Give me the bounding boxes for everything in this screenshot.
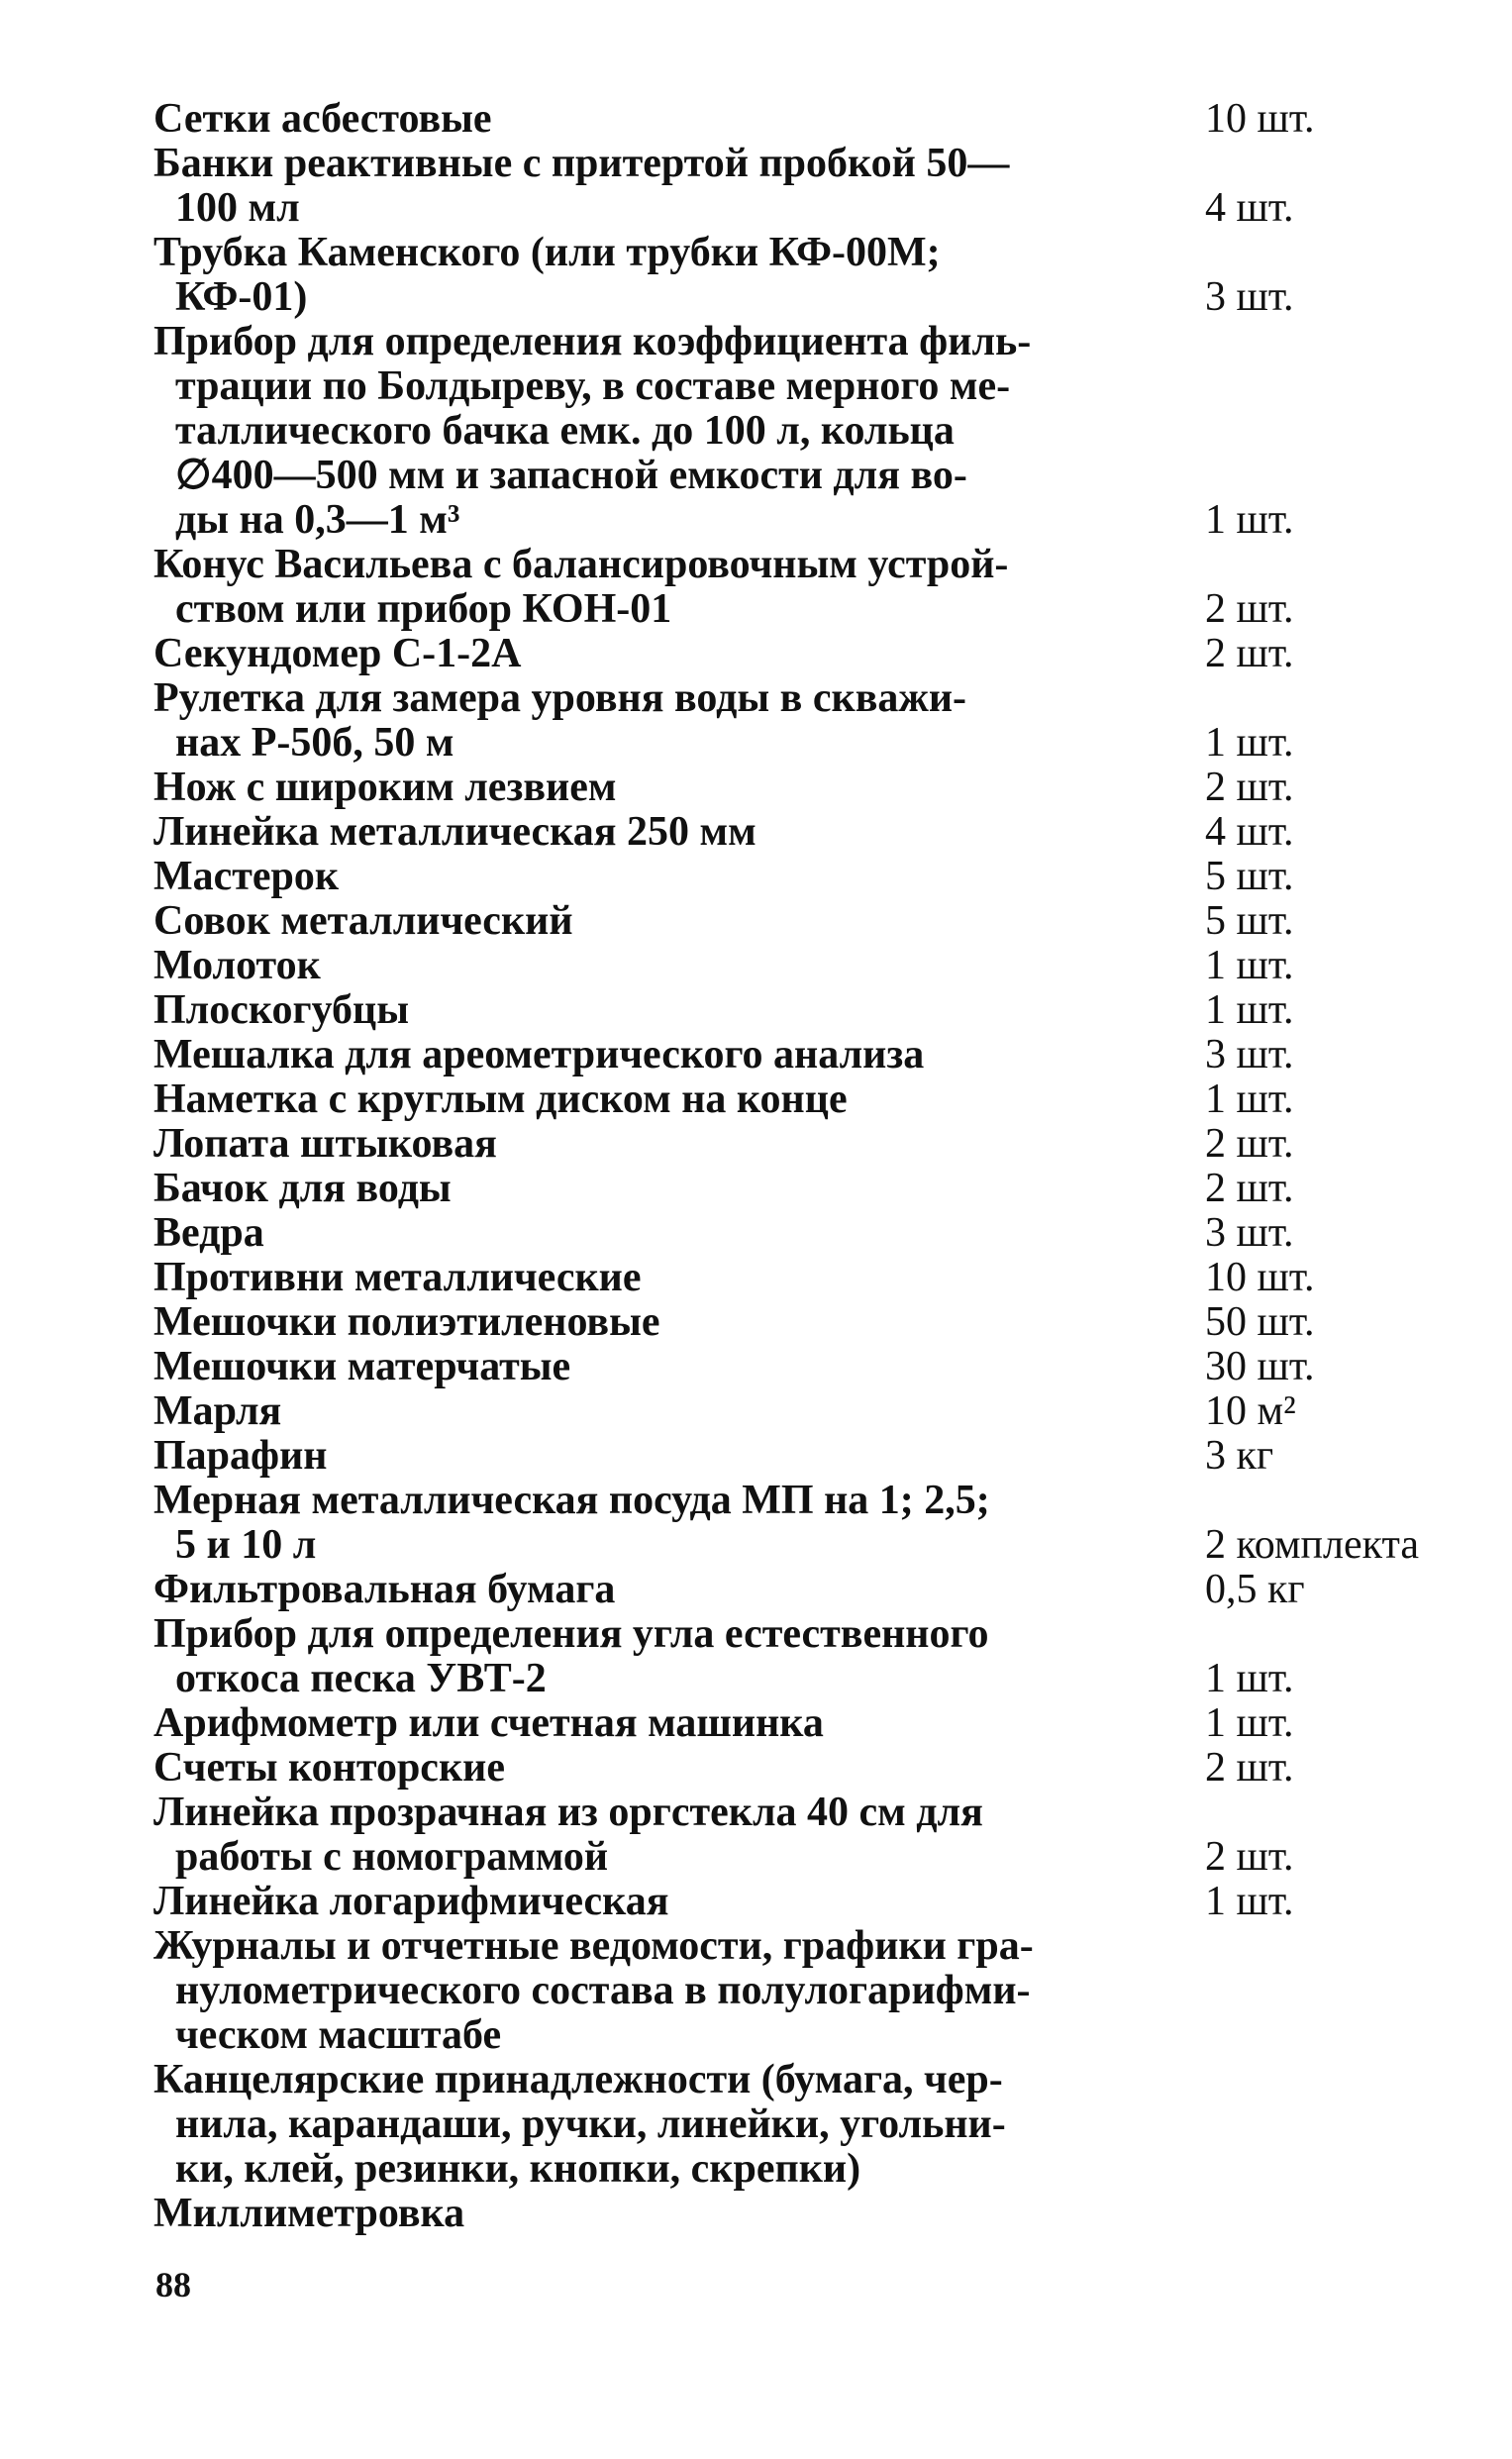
item-quantity: 2 шт.: [1205, 1834, 1294, 1880]
item-name: [153, 1256, 1104, 1300]
list-item: [153, 1568, 1441, 1612]
list-item: [153, 97, 1441, 142]
list-item: [153, 1434, 1441, 1479]
item-name: [153, 1791, 1104, 1880]
item-name-line: Секундомер С-1-2А: [153, 631, 522, 676]
item-name: [153, 810, 1104, 855]
item-quantity: 1 шт.: [1205, 943, 1294, 988]
item-name: [153, 1479, 1104, 1568]
item-name-line: ством или прибор КОН-01: [175, 586, 672, 632]
item-quantity: 10 шт.: [1205, 1255, 1315, 1300]
item-name-line: Совок металлический: [153, 898, 573, 944]
list-item: [153, 1256, 1441, 1300]
item-name: [153, 1300, 1104, 1345]
item-quantity: 5 шт.: [1205, 898, 1294, 944]
item-quantity: 1 шт.: [1205, 720, 1294, 766]
item-name: [153, 2192, 1104, 2236]
item-name: [153, 1033, 1104, 1077]
list-item: [153, 1924, 1441, 2058]
item-name-line: Конус Васильева с балансировочным устрой-: [153, 542, 1009, 587]
item-quantity: 1 шт.: [1205, 1700, 1294, 1746]
list-item: [153, 810, 1441, 855]
item-name-line: трации по Болдыреву, в составе мерного ме-: [175, 363, 1011, 409]
item-name-line: Плоскогубцы: [153, 987, 410, 1033]
item-name: [153, 1612, 1104, 1701]
item-name: [153, 1924, 1104, 2058]
item-name: [153, 1568, 1104, 1612]
item-quantity: 2 комплекта: [1205, 1522, 1419, 1568]
item-name-line: Арифмометр или счетная машинка: [153, 1700, 824, 1746]
item-name-line: Молоток: [153, 943, 321, 988]
item-name: [153, 1434, 1104, 1479]
item-name: [153, 1122, 1104, 1167]
item-quantity: 2 шт.: [1205, 1745, 1294, 1791]
list-item: [153, 1389, 1441, 1434]
item-name-line: нах Р-50б, 50 м: [175, 720, 454, 766]
item-name: [153, 1701, 1104, 1746]
list-item: [153, 142, 1441, 231]
item-name-line: Линейка металлическая 250 мм: [153, 809, 756, 855]
item-name: [153, 142, 1104, 231]
item-name-line: работы с номограммой: [175, 1834, 609, 1880]
list-item: [153, 766, 1441, 810]
item-quantity: 3 кг: [1205, 1433, 1274, 1479]
list-item: [153, 988, 1441, 1033]
item-quantity: 1 шт.: [1205, 1076, 1294, 1122]
item-quantity: 3 шт.: [1205, 1210, 1294, 1256]
item-name-line: ки, клей, резинки, кнопки, скрепки): [175, 2146, 861, 2192]
item-name-line: Нож с широким лезвием: [153, 765, 617, 810]
list-item: [153, 1211, 1441, 1256]
item-name-line: Лопата штыковая: [153, 1121, 497, 1167]
list-item: [153, 632, 1441, 676]
item-name-line: Бачок для воды: [153, 1166, 452, 1211]
item-name: [153, 1167, 1104, 1211]
item-quantity: 1 шт.: [1205, 1656, 1294, 1701]
item-name-line: Рулетка для замера уровня воды в скважи-: [153, 675, 967, 721]
item-name: [153, 1077, 1104, 1122]
list-item: [153, 1345, 1441, 1389]
list-item: [153, 1612, 1441, 1701]
item-quantity: 1 шт.: [1205, 987, 1294, 1033]
list-item: [153, 855, 1441, 899]
item-quantity: 3 шт.: [1205, 1032, 1294, 1077]
item-name-line: Трубка Каменского (или трубки КФ-00М;: [153, 230, 941, 275]
item-name-line: Мешочки полиэтиленовые: [153, 1299, 660, 1345]
item-name: [153, 97, 1104, 142]
list-item: [153, 1167, 1441, 1211]
item-name: [153, 231, 1104, 320]
list-item: [153, 1300, 1441, 1345]
item-name-line: ∅400—500 мм и запасной емкости для во-: [175, 453, 967, 498]
item-name-line: откоса песка УВТ-2: [175, 1656, 547, 1701]
list-item: [153, 1033, 1441, 1077]
list-item: [153, 1701, 1441, 1746]
list-item: [153, 1746, 1441, 1791]
item-name: [153, 676, 1104, 766]
item-name-line: таллического бачка емк. до 100 л, кольца: [175, 408, 955, 454]
item-name-line: 100 мл: [175, 185, 300, 231]
item-name-line: Противни металлические: [153, 1255, 642, 1300]
item-quantity: 2 шт.: [1205, 631, 1294, 676]
equipment-list: [153, 97, 1441, 2236]
item-name-line: Парафин: [153, 1433, 328, 1479]
item-quantity: 4 шт.: [1205, 185, 1294, 231]
list-item: [153, 1880, 1441, 1924]
item-quantity: 1 шт.: [1205, 497, 1294, 543]
item-name-line: Линейка логарифмическая: [153, 1879, 669, 1924]
item-name-line: нила, карандаши, ручки, линейки, угольни-: [175, 2101, 1006, 2147]
item-name: [153, 1880, 1104, 1924]
item-name-line: Наметка с круглым диском на конце: [153, 1076, 848, 1122]
item-quantity: 4 шт.: [1205, 809, 1294, 855]
list-item: [153, 944, 1441, 988]
item-name: [153, 320, 1104, 543]
item-name: [153, 899, 1104, 944]
item-name-line: Прибор для определения коэффициента филь-: [153, 319, 1032, 364]
list-item: [153, 1791, 1441, 1880]
item-name: [153, 766, 1104, 810]
list-item: [153, 1122, 1441, 1167]
list-item: [153, 676, 1441, 766]
item-name: [153, 1211, 1104, 1256]
item-name: [153, 1389, 1104, 1434]
item-name-line: Прибор для определения угла естественного: [153, 1611, 989, 1657]
list-item: [153, 543, 1441, 632]
item-name-line: Марля: [153, 1388, 282, 1434]
page-number: 88: [155, 2265, 191, 2305]
item-quantity: 10 шт.: [1205, 96, 1315, 142]
item-name-line: нулометрического состава в полулогарифми-: [175, 1968, 1031, 2013]
item-quantity: 50 шт.: [1205, 1299, 1315, 1345]
item-name-line: Мешочки матерчатые: [153, 1344, 571, 1389]
item-name-line: Счеты конторские: [153, 1745, 505, 1791]
item-name: [153, 1746, 1104, 1791]
list-item: [153, 231, 1441, 320]
item-name-line: 5 и 10 л: [175, 1522, 317, 1568]
list-item: [153, 2058, 1441, 2192]
item-name: [153, 988, 1104, 1033]
item-name: [153, 543, 1104, 632]
item-name: [153, 855, 1104, 899]
item-name-line: Ведра: [153, 1210, 264, 1256]
item-quantity: 2 шт.: [1205, 765, 1294, 810]
list-item: [153, 899, 1441, 944]
item-quantity: 2 шт.: [1205, 586, 1294, 632]
list-item: [153, 2192, 1441, 2236]
item-name-line: Канцелярские принадлежности (бумага, чер-: [153, 2057, 1003, 2102]
list-item: [153, 320, 1441, 543]
item-quantity: 2 шт.: [1205, 1121, 1294, 1167]
item-name-line: Журналы и отчетные ведомости, графики гра-: [153, 1923, 1034, 1969]
item-name: [153, 632, 1104, 676]
item-name-line: Банки реактивные с притертой пробкой 50—: [153, 141, 1010, 186]
item-name: [153, 2058, 1104, 2192]
item-name-line: КФ-01): [175, 274, 308, 320]
item-name-line: Мешалка для ареометрического анализа: [153, 1032, 925, 1077]
item-quantity: 5 шт.: [1205, 854, 1294, 899]
item-quantity: 2 шт.: [1205, 1166, 1294, 1211]
list-item: [153, 1077, 1441, 1122]
item-quantity: 3 шт.: [1205, 274, 1294, 320]
item-name-line: Линейка прозрачная из оргстекла 40 см для: [153, 1790, 983, 1835]
item-name-line: ческом масштабе: [175, 2012, 502, 2058]
item-name-line: Миллиметровка: [153, 2191, 465, 2236]
item-name-line: Мастерок: [153, 854, 340, 899]
item-name: [153, 944, 1104, 988]
item-quantity: 1 шт.: [1205, 1879, 1294, 1924]
item-name-line: Мерная металлическая посуда МП на 1; 2,5;: [153, 1478, 990, 1523]
item-name: [153, 1345, 1104, 1389]
item-quantity: 30 шт.: [1205, 1344, 1315, 1389]
list-item: [153, 1479, 1441, 1568]
item-quantity: 10 м²: [1205, 1388, 1296, 1434]
item-name-line: Сетки асбестовые: [153, 96, 492, 142]
item-quantity: 0,5 кг: [1205, 1567, 1305, 1612]
item-name-line: Фильтровальная бумага: [153, 1567, 616, 1612]
item-name-line: ды на 0,3—1 м³: [175, 497, 460, 543]
